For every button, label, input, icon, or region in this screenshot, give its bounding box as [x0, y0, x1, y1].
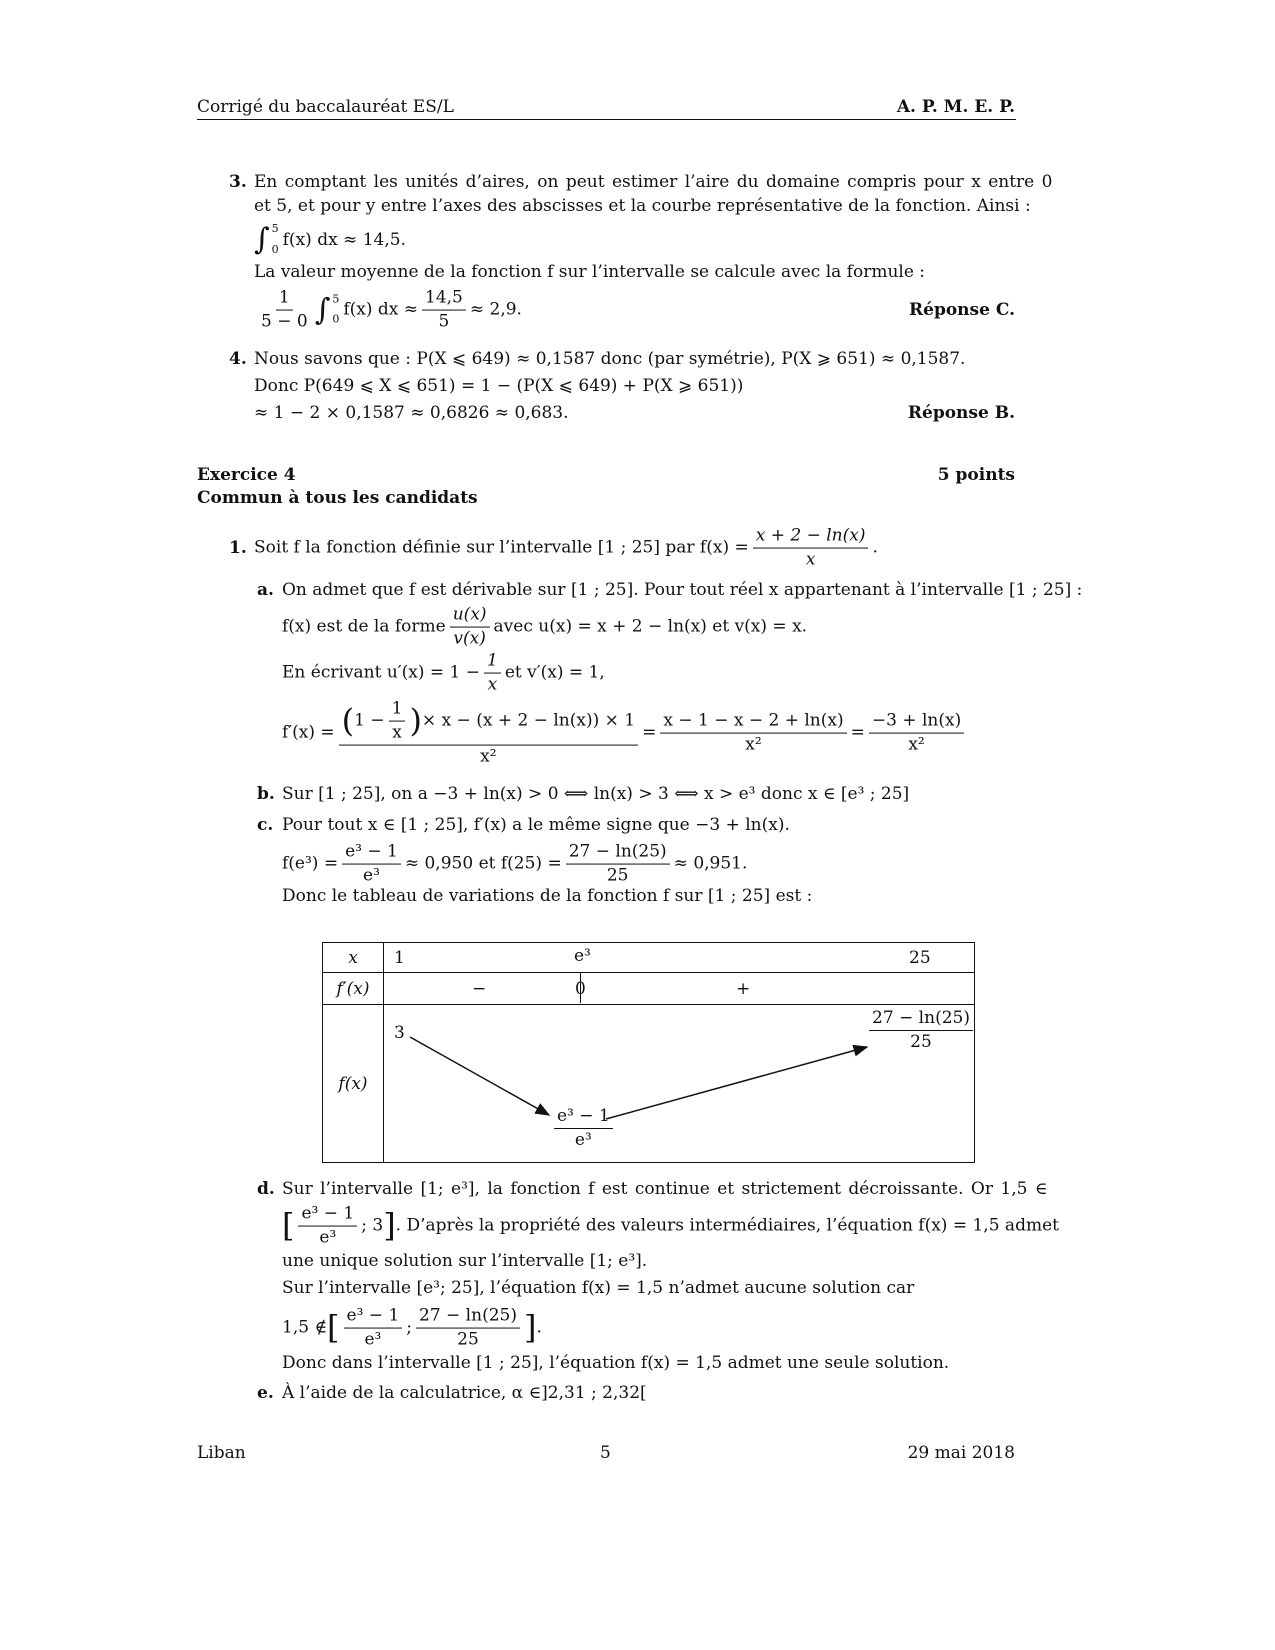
p1-number: 1.: [229, 538, 247, 558]
q3-line3: La valeur moyenne de la fonction f sur l’intervalle se calcule avec la formule :: [254, 262, 926, 282]
frac-num: 14,5: [422, 287, 466, 311]
sign-row: [384, 973, 975, 1005]
pe-text: À l’aide de la calculatrice, α ∈]2,31 ; 2,32[: [282, 1383, 647, 1403]
q3-line2: et 5, et pour y entre l’axes des abscisses et la courbe représentative de la fonction. Ainsi :: [254, 196, 1031, 216]
increasing-arrow: [606, 1047, 867, 1119]
x-value: e³: [574, 946, 591, 966]
exercise-points: 5 points: [937, 465, 1015, 485]
text: 1,5 ∉: [282, 1318, 328, 1338]
pc-line2: [282, 841, 747, 888]
pd-line5: 1,5 ∉ [ $\frac{\text{e³ − 1}}{\text{e³}}$ ; $\frac{27 - \ln(25)}{25}$ ] .: [282, 1305, 542, 1350]
text: × x − (x + 2 − ln(x)) × 1: [421, 710, 636, 731]
pd-line2: [ $\frac{\text{e³ − 1}}{\text{e³}}$ ; 3 ] . D’après la propriété des valeurs intermédiaires, l’équation f(x) = 1,5 admet: [282, 1203, 1059, 1248]
variation-row: [384, 1005, 975, 1163]
text: f′(x) =: [282, 723, 335, 743]
text: .: [536, 1318, 542, 1338]
text: ≈ 0,951.: [673, 854, 748, 874]
frac-num: e³ − 1: [298, 1203, 357, 1227]
zero: 0: [575, 979, 586, 999]
text: . D’après la propriété des valeurs intermédiaires, l’équation f(x) = 1,5 admet: [395, 1216, 1059, 1236]
pd-line6: Donc dans l’intervalle [1 ; 25], l’équation f(x) = 1,5 admet une seule solution.: [282, 1353, 950, 1373]
frac-num: 27 − ln(25): [869, 1007, 973, 1031]
x-value: 1: [394, 948, 405, 968]
q4-line2: Donc P(649 ⩽ X ⩽ 651) = 1 − (P(X ⩽ 649) + P(X ⩾ 651)): [254, 376, 744, 396]
frac-den: 25: [606, 865, 629, 886]
header-left: Corrigé du baccalauréat ES/L: [197, 97, 454, 117]
frac-den: e³: [319, 1227, 337, 1248]
pe-label: e.: [257, 1383, 274, 1403]
pd-line3: une unique solution sur l’intervalle [1; e³].: [282, 1251, 648, 1271]
page-number: 5: [600, 1443, 611, 1463]
frac-num: e³ − 1: [554, 1105, 613, 1129]
pc-line1: Pour tout x ∈ [1 ; 25], f′(x) a le même signe que −3 + ln(x).: [282, 815, 790, 835]
result: ≈ 2,9.: [469, 300, 522, 320]
variation-arrows: [384, 1005, 974, 1163]
integrand: f(x) dx ≈: [343, 300, 418, 320]
variation-table: [322, 942, 975, 1163]
p1-text: Soit f la fonction définie sur l’intervalle [1 ; 25] par f(x) =: [254, 538, 749, 558]
frac-num: 1: [389, 698, 406, 722]
pd-label: d.: [257, 1179, 275, 1199]
pa-derivative: f′(x) = ( 1 − $\frac{1}{x}$ ) × x − (x + 2 − ln(x)) × 1 x² = $\frac{x - 1 - x - 2 + \ln(x)}{\text{x²}}$ = $\frac{-3 + \ln(x)}{\text{x²}}$: [282, 698, 968, 769]
text: et v′(x) = 1,: [504, 663, 605, 683]
q4-answer: Réponse B.: [907, 403, 1015, 423]
integral-sign: ∫: [254, 222, 270, 258]
footer-left: Liban: [197, 1443, 246, 1463]
frac-den: 25: [910, 1031, 932, 1052]
pa-line2: [282, 604, 807, 651]
pa-line3: [282, 650, 605, 697]
f-start: 3: [394, 1023, 405, 1043]
decreasing-arrow: [410, 1037, 549, 1115]
frac-den: x: [392, 722, 402, 743]
p1-end: .: [872, 538, 878, 558]
text: ; 3: [361, 1216, 384, 1236]
frac-den: x: [487, 674, 498, 695]
frac-den: x²: [480, 746, 497, 767]
footer-date: 29 mai 2018: [907, 1443, 1015, 1463]
frac-num: u(x): [450, 604, 490, 628]
frac-num: e³ − 1: [342, 841, 401, 865]
frac-num: 27 − ln(25): [416, 1305, 520, 1329]
exercise-title: Exercice 4: [197, 465, 296, 485]
text: f(e³) =: [282, 854, 339, 874]
q3-integral: [254, 219, 406, 261]
frac-num: x + 2 − ln(x): [753, 525, 869, 549]
frac-den: v(x): [453, 628, 486, 649]
upper-bound: 5: [271, 222, 279, 236]
q3-formula: $\frac{1}{5 - 0}$ ∫ 5 0 f(x) dx ≈ $\frac{14,5}{5}$ ≈ 2,9.: [254, 287, 522, 334]
integral-value: f(x) dx ≈ 14,5.: [282, 230, 406, 250]
q4-line1: Nous savons que : P(X ⩽ 649) ≈ 0,1587 donc (par symétrie), P(X ⩾ 651) ≈ 0,1587.: [254, 349, 966, 369]
frac-den: x²: [908, 734, 925, 755]
f-label: f(x): [323, 1005, 384, 1163]
x-values-row: [384, 943, 975, 973]
x-label: x: [323, 943, 384, 973]
q3-number: 3.: [229, 172, 247, 192]
lower-bound: 0: [332, 313, 340, 326]
text: En écrivant u′(x) = 1 −: [282, 663, 481, 683]
x-value: 25: [909, 948, 931, 968]
frac-num: 27 − ln(25): [566, 841, 670, 865]
frac-den: e³: [363, 865, 380, 886]
pd-line1: Sur l’intervalle [1; e³], la fonction f est continue et strictement décroissante. Or 1,5 ∈: [282, 1179, 1048, 1199]
frac-den: e³: [574, 1129, 592, 1150]
equals: =: [642, 723, 657, 743]
frac-num: e³ − 1: [344, 1305, 403, 1329]
q3-line1: En comptant les unités d’aires, on peut estimer l’aire du domaine compris pour x entre 0: [254, 172, 1053, 192]
frac-num: x − 1 − x − 2 + ln(x): [660, 710, 846, 734]
text: ≈ 0,950 et f(25) =: [404, 854, 562, 874]
equals: =: [850, 723, 865, 743]
frac-den: e³: [364, 1329, 382, 1350]
frac-den: 25: [457, 1329, 479, 1350]
zero-line: [580, 973, 581, 1003]
text: f(x) est de la forme: [282, 617, 446, 637]
frac-num: 1: [276, 287, 293, 311]
pc-label: c.: [257, 815, 274, 835]
pd-line4: Sur l’intervalle [e³; 25], l’équation f(x) = 1,5 n’admet aucune solution car: [282, 1278, 915, 1298]
pb-text: Sur [1 ; 25], on a −3 + ln(x) > 0 ⟺ ln(x) > 3 ⟺ x > e³ donc x ∈ [e³ ; 25]: [282, 784, 910, 804]
upper-bound: 5: [332, 292, 340, 306]
q3-answer: Réponse C.: [909, 300, 1015, 320]
sign-minus: −: [472, 979, 487, 999]
pb-label: b.: [257, 784, 275, 804]
p1-line: [254, 525, 878, 572]
header-right: A. P. M. E. P.: [896, 97, 1015, 117]
frac-den: 5: [438, 311, 450, 332]
q4-number: 4.: [229, 349, 247, 369]
pa-line1: On admet que f est dérivable sur [1 ; 25]. Pour tout réel x appartenant à l’intervalle [1 ; 25] :: [282, 580, 1083, 600]
fprime-label: f′(x): [323, 973, 384, 1005]
text: avec u(x) = x + 2 − ln(x) et v(x) = x.: [493, 617, 808, 637]
lower-bound: 0: [271, 243, 279, 256]
pc-line3: Donc le tableau de variations de la fonction f sur [1 ; 25] est :: [282, 886, 813, 906]
header-rule: [197, 119, 1016, 120]
q4-line3: ≈ 1 − 2 × 0,1587 ≈ 0,6826 ≈ 0,683.: [254, 403, 569, 423]
text: 1 −: [354, 710, 385, 731]
frac-den: x²: [745, 734, 762, 755]
text: ;: [406, 1318, 412, 1338]
pa-label: a.: [257, 580, 274, 600]
sign-plus: +: [736, 979, 751, 999]
frac-den: x: [805, 549, 816, 570]
frac-den: 5 − 0: [261, 311, 308, 332]
exercise-subtitle: Commun à tous les candidats: [197, 488, 478, 508]
frac-num: −3 + ln(x): [869, 710, 964, 734]
frac-num: 1: [484, 650, 501, 674]
